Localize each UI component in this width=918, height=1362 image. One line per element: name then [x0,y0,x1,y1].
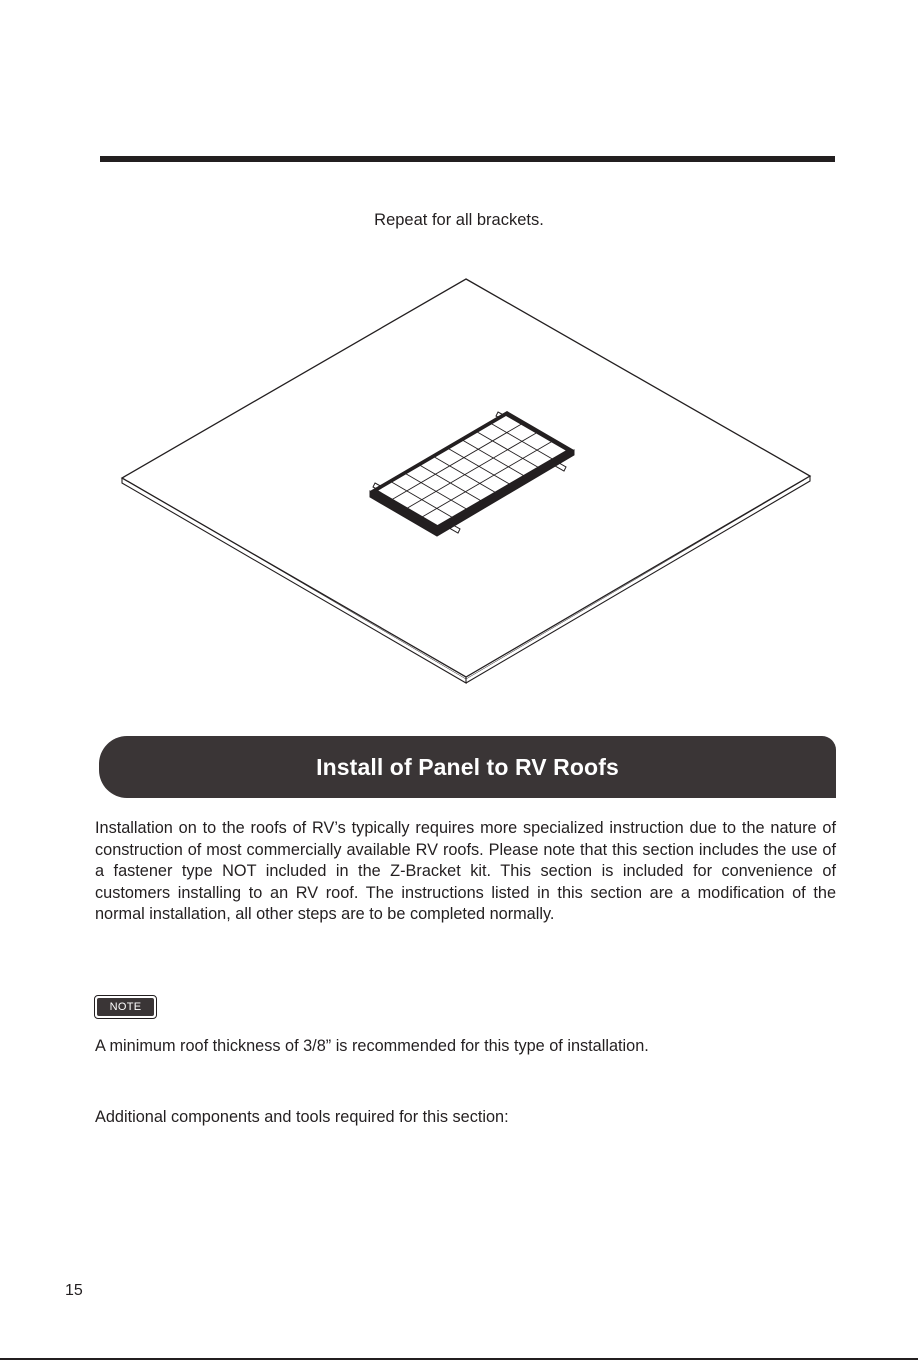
section-banner [99,736,836,798]
note-badge [94,995,157,1019]
page-number: 15 [65,1282,83,1299]
section-body: Installation on to the roofs of RV’s typically requires more specialized instruction due to the nature of construction of most commercially available RV roofs. Please note that this section includes the use of a fastener type NOT included in the Z-Bracket kit. This section is included for convenience of customers installing to an RV roof. The instructions listed in this section are a modification of the normal installation, all other steps are to be completed normally. [95,819,836,923]
note-text: A minimum roof thickness of 3/8” is recommended for this type of installation. [95,1037,649,1055]
bottom-rule [0,1358,918,1360]
section-title: Install of Panel to RV Roofs [316,753,619,780]
components-intro: Additional components and tools required for this section: [95,1108,509,1126]
top-rule [100,156,835,162]
roof-panel-illustration [0,260,918,700]
figure-caption: Repeat for all brackets. [374,211,544,229]
note-badge-label: NOTE [97,998,154,1016]
